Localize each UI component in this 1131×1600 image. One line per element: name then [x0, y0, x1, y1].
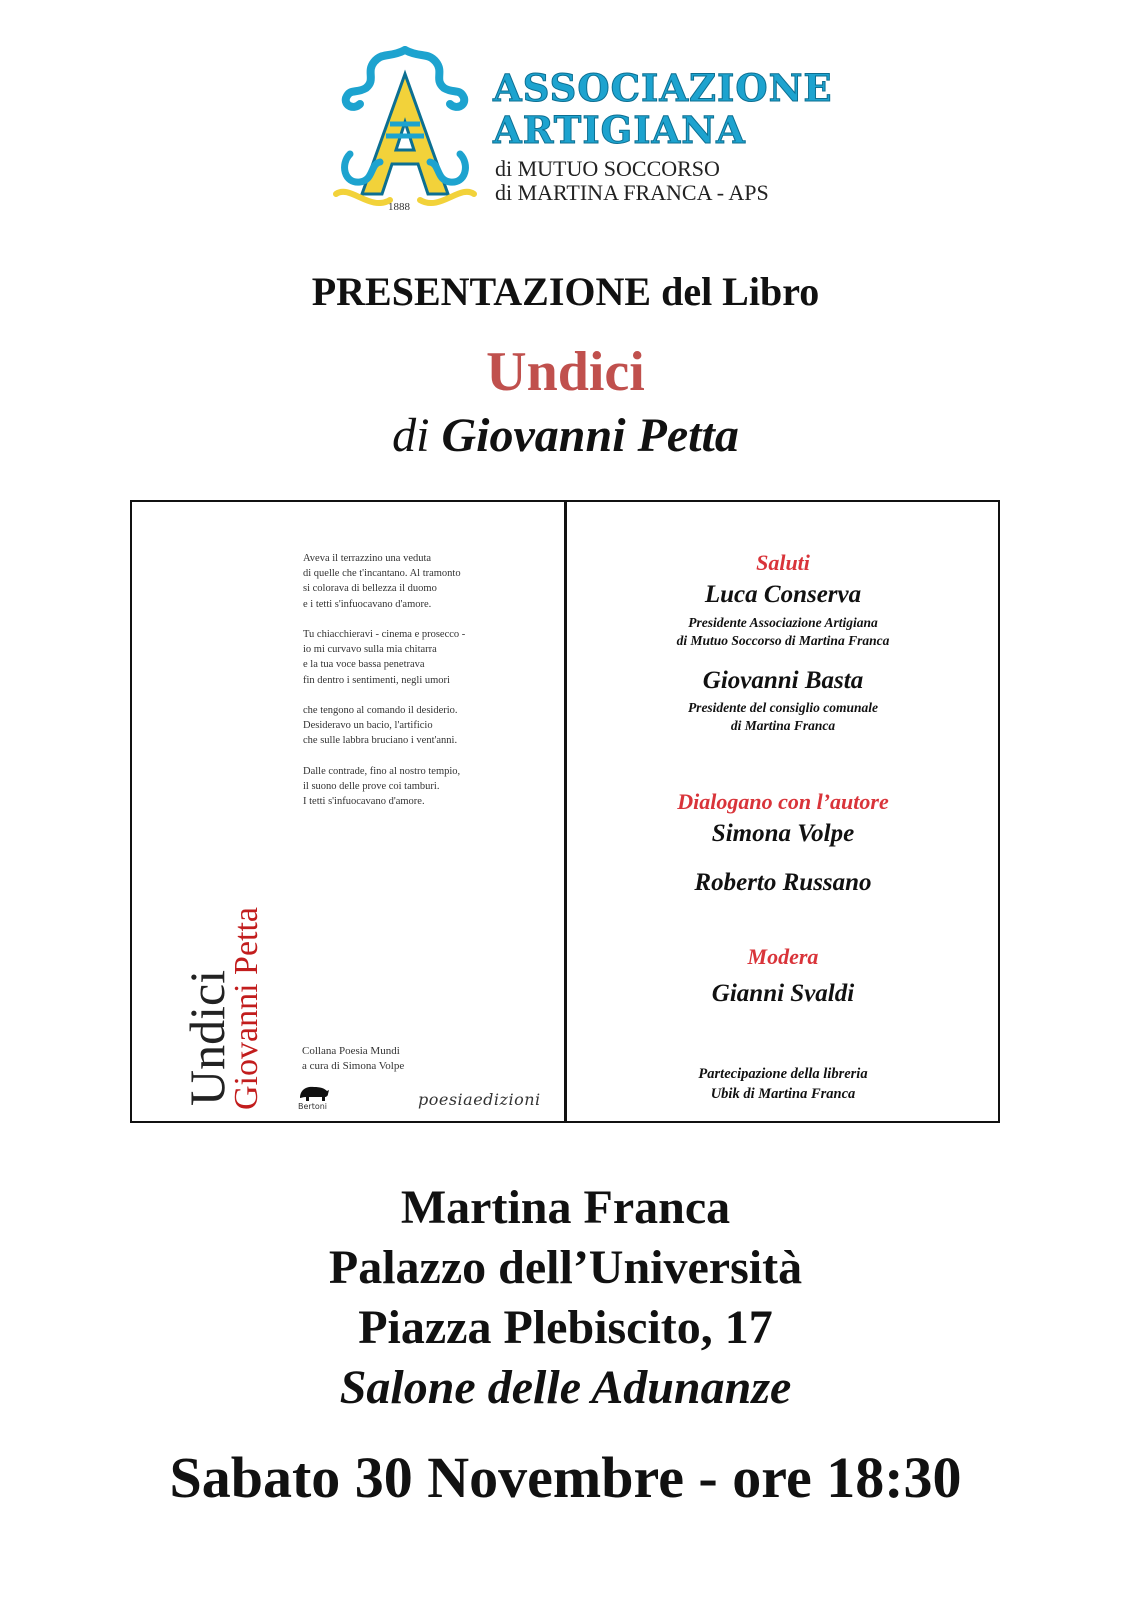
speaker-name: Giovanni Basta	[702, 667, 864, 694]
publisher-bertoni: Bertoni	[298, 1102, 328, 1111]
venue-building: Palazzo dell’Università	[328, 1241, 803, 1294]
bear-icon	[298, 1082, 330, 1102]
dialogue-speaker: Roberto Russano	[694, 869, 872, 896]
speaker-role: Presidente Associazione Artigiana di Mutuo Soccorso di Martina Franca	[676, 615, 890, 648]
cover-poem-stanza: Dalle contrade, fino al nostro tempio, il suono delle prove coi tamburi. I tetti s'infuocavano d'amore.	[303, 766, 461, 808]
author-prefix: di	[392, 409, 430, 462]
cover-poem-stanza: Tu chiacchieravi - cinema e prosecco - io mi curvavo sulla mia chitarra e la tua voce bassa penetrava fin dentro i sentimenti, negli umori	[303, 629, 466, 686]
saluti-label: Saluti	[756, 550, 810, 575]
dialogue-speaker: Simona Volpe	[711, 820, 855, 847]
association-name-line-1: ASSOCIAZIONE	[493, 66, 833, 110]
book-author: Giovanni Petta	[441, 409, 739, 462]
presentation-heading: PRESENTAZIONE del Libro	[311, 269, 820, 314]
dialogue-label: Dialogano con l’autore	[677, 789, 889, 814]
cover-title: Undici	[179, 969, 235, 1106]
association-name-line-2: ARTIGIANA	[493, 108, 746, 152]
bookstore-note: Partecipazione della libreria Ubik di Martina Franca	[698, 1066, 868, 1102]
book-title: Undici	[486, 341, 645, 403]
association-subtitle-1: di MUTUO SOCCORSO	[495, 156, 720, 181]
venue-address: Piazza Plebiscito, 17	[358, 1301, 773, 1354]
moderator-label: Modera	[747, 944, 819, 969]
association-logo-emblem	[330, 44, 480, 214]
book-author-line	[0, 408, 1131, 463]
association-subtitle-2: di MARTINA FRANCA - APS	[495, 180, 769, 205]
speaker-role: Presidente del consiglio comunale di Martina Franca	[687, 700, 879, 733]
moderator-name: Gianni Svaldi	[711, 980, 855, 1007]
event-datetime: Sabato 30 Novembre - ore 18:30	[169, 1445, 962, 1510]
cover-poem-stanza: che tengono al comando il desiderio. Desideravo un bacio, l'artificio che sulle labbra bruciano i vent'anni.	[303, 705, 458, 747]
speaker-name: Luca Conserva	[704, 581, 862, 608]
venue-room: Salone delle Adunanze	[339, 1361, 792, 1414]
publisher-poesia: poesiaedizioni	[418, 1090, 541, 1109]
cover-author: Giovanni Petta	[228, 906, 265, 1110]
logo-year: 1888	[388, 201, 410, 213]
cover-collana: Collana Poesia Mundi a cura di Simona Volpe	[302, 1045, 405, 1072]
venue-city: Martina Franca	[400, 1181, 731, 1234]
cover-poem-stanza: Aveva il terrazzino una veduta di quelle che t'incantano. Al tramonto si colorava di bellezza il duomo e i tetti s'infuocavano d'amore.	[303, 553, 461, 610]
